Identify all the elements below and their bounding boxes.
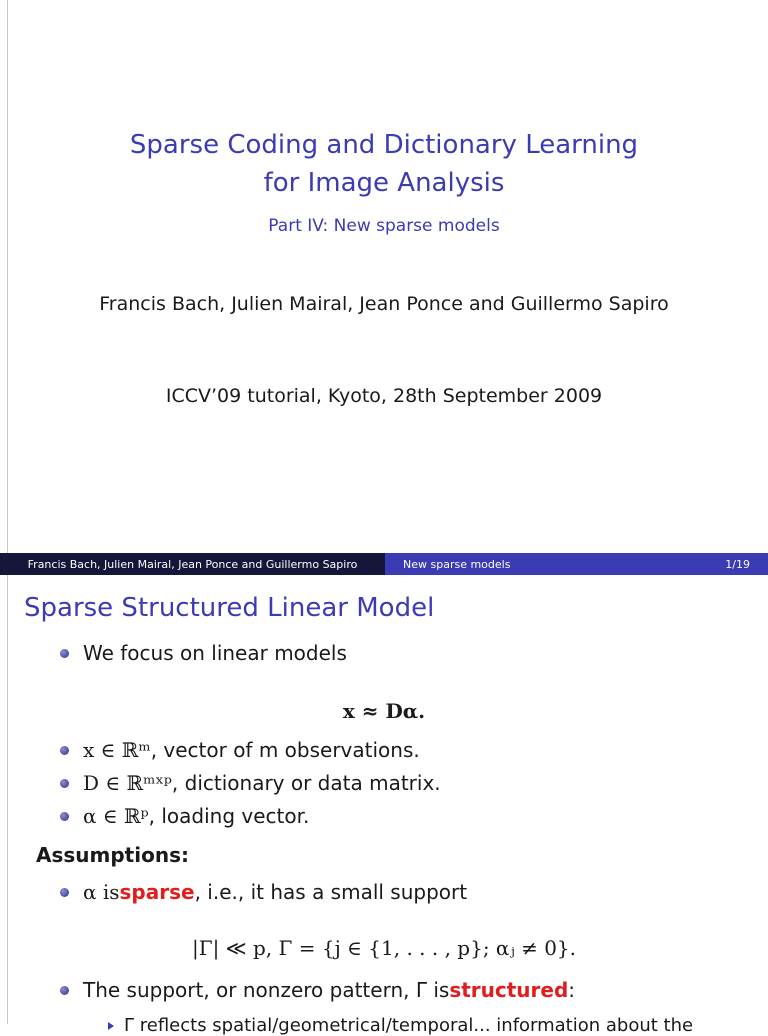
assumptions-heading: Assumptions:: [36, 843, 189, 867]
bullet-math: D ∈ ℝᵐˣᵖ: [83, 771, 172, 795]
bullet-math: x ∈ ℝᵐ: [83, 738, 151, 762]
equation-linear-model: x ≈ Dα.: [342, 699, 426, 723]
title-line-2: for Image Analysis: [263, 168, 505, 198]
emphasis-sparse: sparse: [119, 880, 195, 904]
content-slide: [0, 575, 768, 1036]
equation-support: |Γ| ≪ p, Γ = {j ∈ {1, . . . , p}; αⱼ ≠ 0}.: [191, 936, 577, 960]
sub-bullet-text: Γ reflects spatial/geometrical/temporal... information about the: [124, 1015, 694, 1036]
bullet-text: We focus on linear models: [83, 641, 347, 665]
emphasis-structured: structured: [449, 978, 569, 1002]
bullet-math: α ∈ ℝᵖ: [83, 804, 149, 828]
bullet-item-4: [60, 804, 309, 828]
bullet-text: , vector of m observations.: [150, 738, 420, 762]
bullet-item-1: [60, 641, 347, 665]
event-line: ICCV’09 tutorial, Kyoto, 28th September 2009: [165, 385, 603, 407]
slide-footer: [0, 553, 768, 575]
footer-authors: Francis Bach, Julien Mairal, Jean Ponce and Guillermo Sapiro: [0, 553, 385, 575]
sub-bullet-item: [108, 1015, 693, 1036]
subtitle: Part IV: New sparse models: [268, 216, 500, 236]
authors: Francis Bach, Julien Mairal, Jean Ponce and Guillermo Sapiro: [99, 293, 669, 315]
bullet-text: , i.e., it has a small support: [194, 880, 468, 904]
bullet-item-3: [60, 771, 441, 795]
sub-bullet-icon: [108, 1022, 114, 1030]
bullet-text: , dictionary or data matrix.: [171, 771, 441, 795]
bullet-icon: [60, 649, 69, 658]
bullet-icon: [60, 746, 69, 755]
bullet-item-6: [60, 978, 575, 1002]
title-line-1: Sparse Coding and Dictionary Learning: [129, 130, 639, 160]
bullet-item-2: [60, 738, 420, 762]
footer-page-number: 1/19: [725, 557, 750, 571]
footer-section: New sparse models: [403, 557, 511, 571]
bullet-icon: [60, 812, 69, 821]
bullet-item-5: [60, 880, 467, 904]
bullet-icon: [60, 888, 69, 897]
frame-title: Sparse Structured Linear Model: [24, 593, 435, 623]
bullet-icon: [60, 779, 69, 788]
bullet-icon: [60, 986, 69, 995]
bullet-text: :: [568, 978, 576, 1002]
bullet-text: The support, or nonzero pattern, Γ is: [83, 978, 450, 1002]
bullet-text: , loading vector.: [148, 804, 310, 828]
footer-right: [385, 553, 768, 575]
bullet-math: α is: [83, 880, 120, 904]
